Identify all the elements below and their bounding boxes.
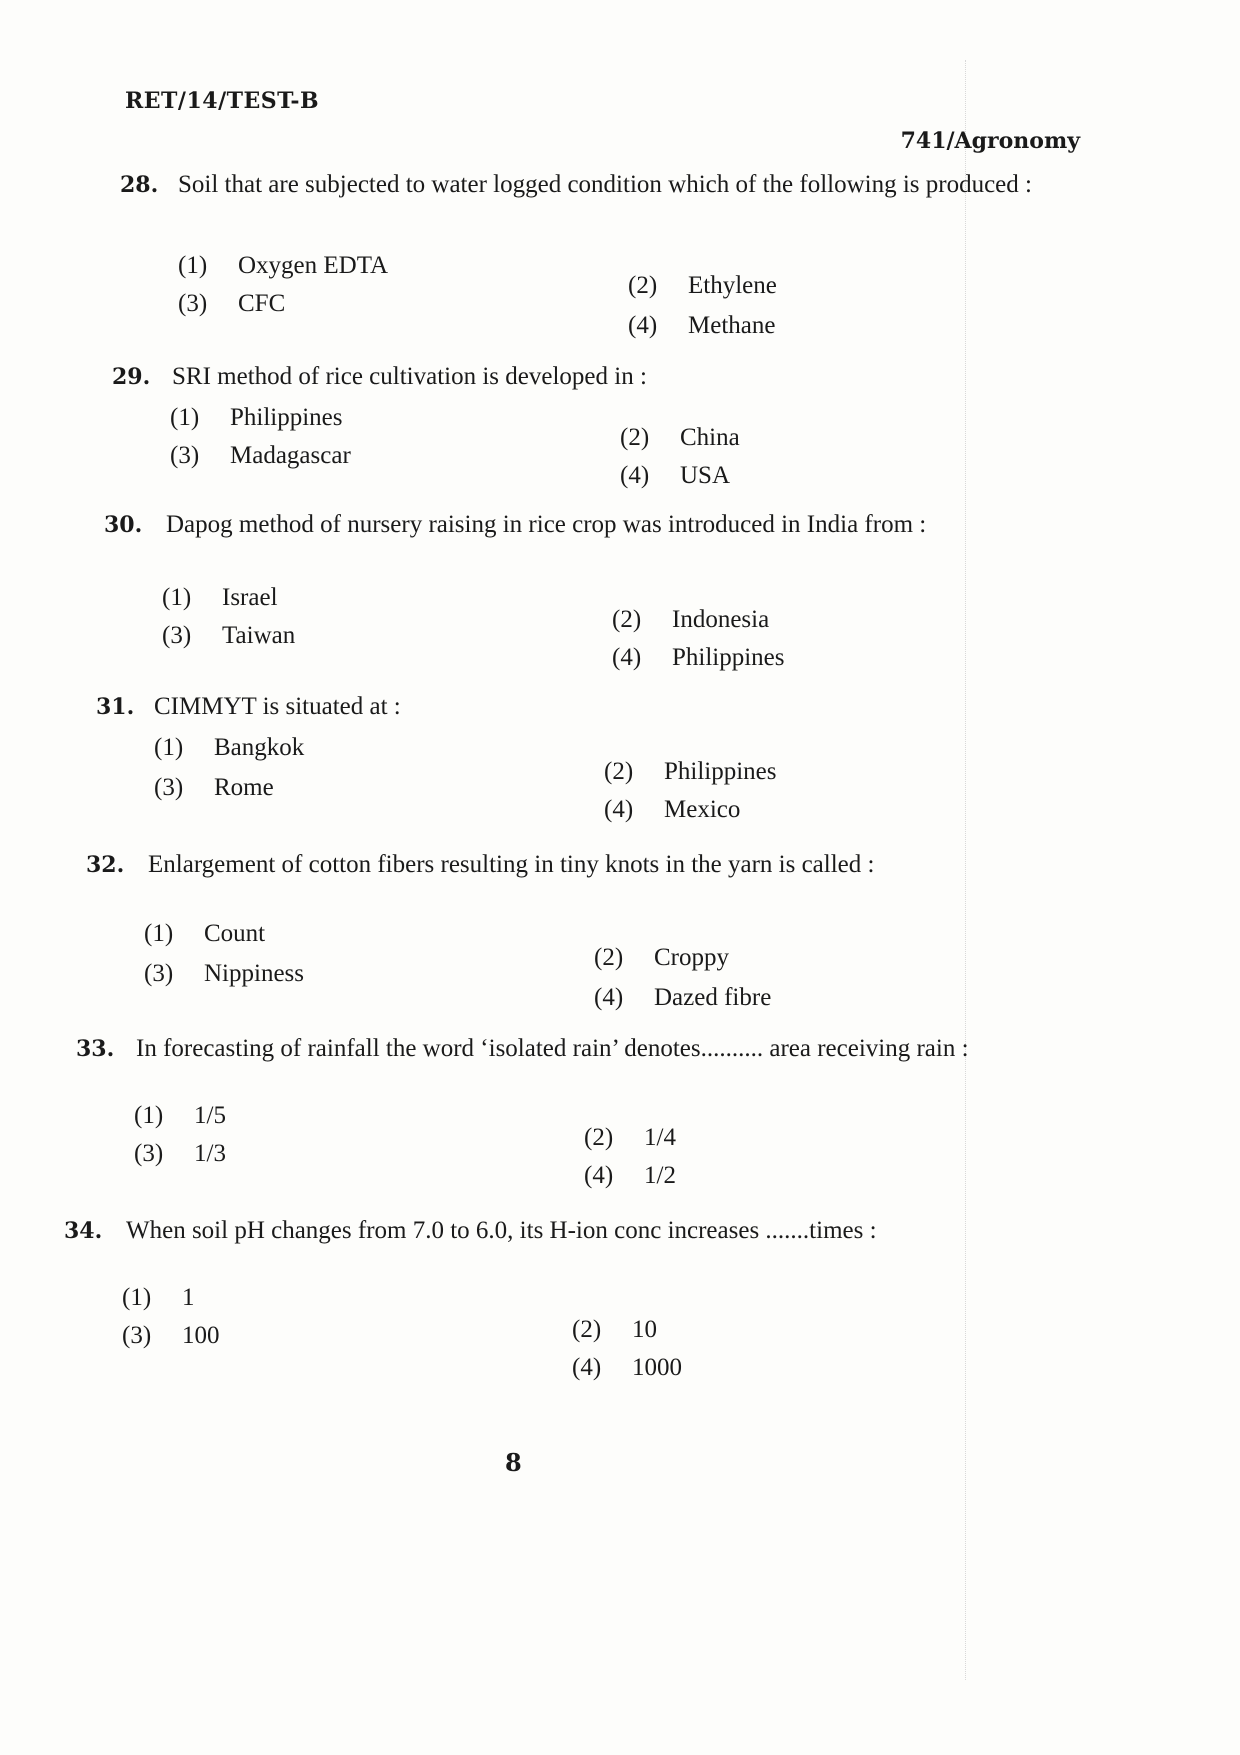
option-text: Count [204, 920, 266, 947]
option-text: Methane [688, 312, 776, 339]
option-number: (3) [178, 290, 208, 317]
option-3 [144, 960, 304, 988]
question-33 [76, 1036, 1021, 1062]
option-3 [162, 622, 295, 650]
option-2 [628, 272, 777, 300]
option-text: USA [680, 462, 731, 489]
option-text: Dazed fibre [654, 984, 772, 1011]
option-2 [572, 1316, 657, 1344]
option-number: (3) [144, 960, 174, 987]
option-1 [134, 1102, 226, 1130]
option-text: CFC [238, 290, 286, 317]
question-32 [86, 852, 1031, 878]
option-number: (3) [170, 442, 200, 469]
option-text: Philippines [664, 758, 777, 785]
question-text: SRI method of rice cultivation is developed in : [172, 363, 647, 390]
question-number: 29. [112, 364, 151, 390]
option-1 [178, 252, 388, 280]
option-3 [154, 774, 274, 802]
option-text: Nippiness [204, 960, 304, 987]
option-text: 1 [182, 1284, 195, 1311]
option-number: (2) [594, 944, 624, 971]
option-2 [594, 944, 729, 972]
option-text: Indonesia [672, 606, 770, 633]
option-1 [162, 584, 278, 612]
question-number: 33. [76, 1036, 115, 1062]
option-2 [584, 1124, 676, 1152]
question-31 [96, 694, 996, 720]
option-4 [584, 1162, 676, 1190]
option-number: (1) [162, 584, 192, 611]
option-text: Croppy [654, 944, 729, 971]
option-text: 1/4 [644, 1124, 676, 1151]
option-text: China [680, 424, 740, 451]
option-text: 1/5 [194, 1102, 226, 1129]
question-30 [104, 512, 1049, 538]
question-text: Soil that are subjected to water logged condition which of the following is produced : [178, 171, 1032, 198]
option-3 [170, 442, 351, 470]
question-number: 31. [96, 694, 135, 720]
option-text: Oxygen EDTA [238, 252, 389, 279]
option-1 [154, 734, 304, 762]
option-2 [620, 424, 740, 452]
option-number: (4) [620, 462, 650, 489]
question-text: CIMMYT is situated at : [154, 693, 401, 720]
option-text: 10 [632, 1316, 657, 1343]
option-text: Philippines [230, 404, 343, 431]
option-number: (1) [154, 734, 184, 761]
option-text: Israel [222, 584, 278, 611]
option-4 [572, 1354, 682, 1382]
option-number: (3) [122, 1322, 152, 1349]
option-number: (3) [154, 774, 184, 801]
question-number: 32. [86, 852, 125, 878]
option-text: Philippines [672, 644, 785, 671]
option-text: 100 [182, 1322, 220, 1349]
option-number: (2) [620, 424, 650, 451]
question-text: In forecasting of rainfall the word ‘isolated rain’ denotes.......... area receiving rain : [136, 1035, 969, 1062]
question-text: When soil pH changes from 7.0 to 6.0, its H-ion conc increases .......times : [126, 1217, 877, 1244]
option-number: (1) [178, 252, 208, 279]
option-4 [604, 796, 740, 824]
option-number: (4) [604, 796, 634, 823]
question-number: 30. [104, 512, 143, 538]
option-number: (2) [584, 1124, 614, 1151]
option-number: (4) [628, 312, 658, 339]
option-4 [594, 984, 771, 1012]
option-number: (4) [594, 984, 624, 1011]
option-text: Madagascar [230, 442, 351, 469]
option-4 [620, 462, 730, 490]
option-number: (1) [170, 404, 200, 431]
option-4 [628, 312, 775, 340]
question-text: Dapog method of nursery raising in rice crop was introduced in India from : [166, 511, 927, 538]
option-text: Rome [214, 774, 274, 801]
option-number: (3) [162, 622, 192, 649]
page-number: 8 [505, 1448, 522, 1477]
option-number: (2) [612, 606, 642, 633]
option-number: (2) [572, 1316, 602, 1343]
option-number: (2) [628, 272, 658, 299]
option-number: (4) [612, 644, 642, 671]
option-2 [604, 758, 777, 786]
question-text: Enlargement of cotton fibers resulting in tiny knots in the yarn is called : [148, 851, 875, 878]
option-number: (1) [144, 920, 174, 947]
question-number: 34. [64, 1218, 103, 1244]
option-number: (2) [604, 758, 634, 785]
option-1 [170, 404, 343, 432]
option-number: (1) [122, 1284, 152, 1311]
option-text: 1/3 [194, 1140, 226, 1167]
option-4 [612, 644, 785, 672]
option-1 [122, 1284, 195, 1312]
paper-code: RET/14/TEST-B [125, 88, 320, 114]
option-3 [178, 290, 285, 318]
question-34 [64, 1218, 1009, 1244]
option-number: (4) [572, 1354, 602, 1381]
option-text: Taiwan [222, 622, 296, 649]
option-number: (4) [584, 1162, 614, 1189]
question-28 [120, 172, 1065, 198]
option-2 [612, 606, 769, 634]
option-text: Ethylene [688, 272, 777, 299]
option-number: (3) [134, 1140, 164, 1167]
option-text: 1000 [632, 1354, 682, 1381]
option-3 [134, 1140, 226, 1168]
option-1 [144, 920, 265, 948]
subject-code: 741/Agronomy [900, 128, 1080, 154]
option-text: Bangkok [214, 734, 305, 761]
question-29 [112, 364, 1012, 390]
option-text: Mexico [664, 796, 741, 823]
option-number: (1) [134, 1102, 164, 1129]
question-number: 28. [120, 172, 159, 198]
option-text: 1/2 [644, 1162, 676, 1189]
option-3 [122, 1322, 220, 1350]
